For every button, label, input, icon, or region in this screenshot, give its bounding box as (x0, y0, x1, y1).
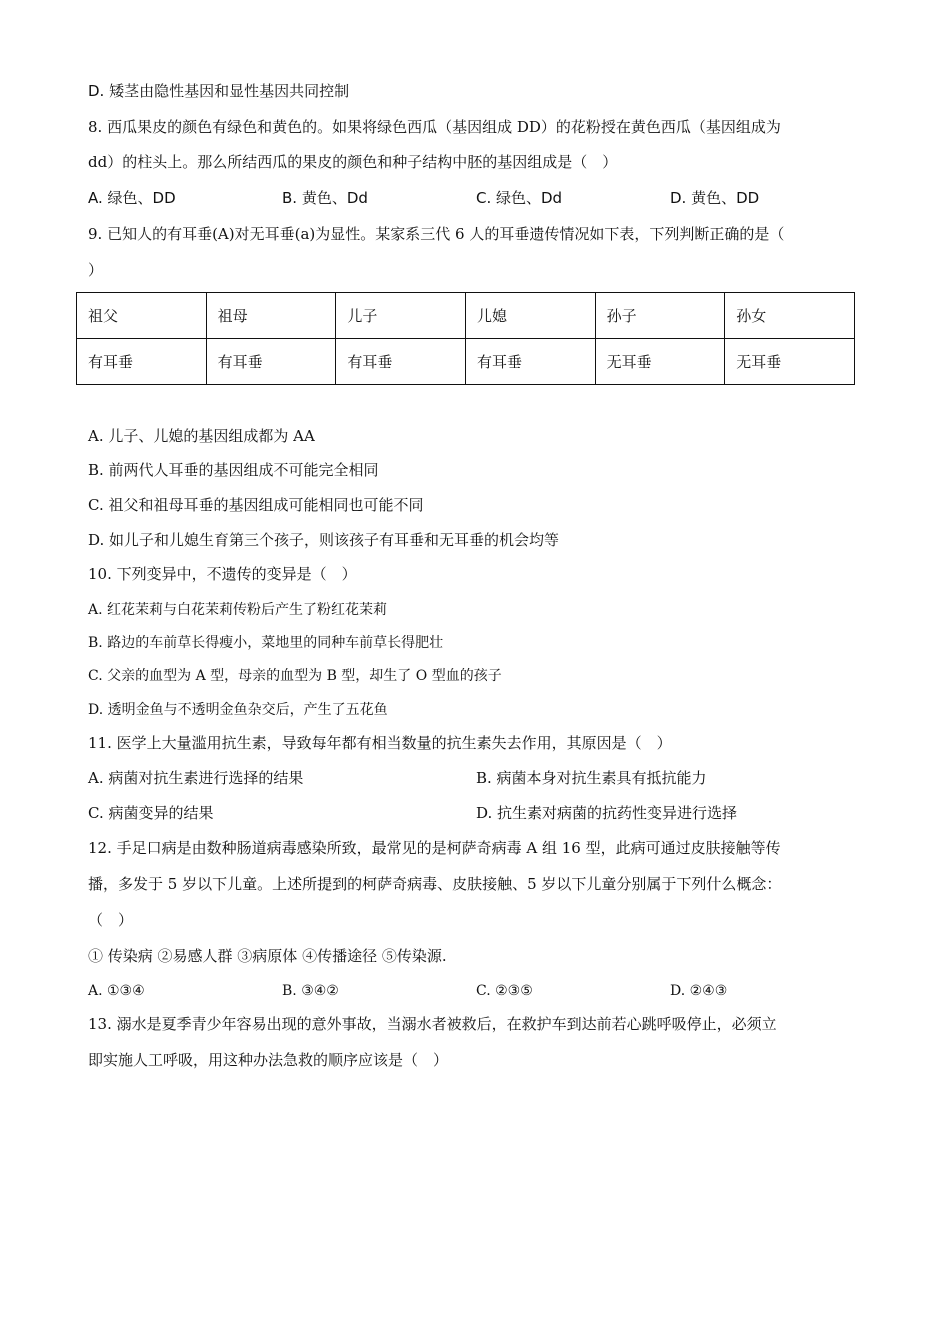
table-cell: 无耳垂 (725, 339, 855, 385)
q12-option-c: C. ②③⑤ (476, 983, 533, 999)
q12-stem-line1: 12. 手足口病是由数种肠道病毒感染所致，最常见的是柯萨奇病毒 A 组 16 型，此病可通过皮肤接触等传 (88, 839, 781, 857)
q7-option-d: D. 矮茎由隐性基因和显性基因共同控制 (88, 82, 350, 100)
table-header-cell: 孙女 (725, 293, 855, 339)
table-cell: 有耳垂 (465, 339, 595, 385)
q8-option-b: B. 黄色、Dd (282, 189, 368, 207)
q9-stem-line1: 9. 已知人的有耳垂(A)对无耳垂(a)为显性。某家系三代 6 人的耳垂遗传情况如下表，下列判断正确的是（ (88, 225, 785, 243)
q10-option-b: B. 路边的车前草长得瘦小，菜地里的同种车前草长得肥壮 (88, 635, 444, 651)
q10-stem: 10. 下列变异中，不遗传的变异是（ ） (88, 565, 357, 583)
table-cell: 有耳垂 (336, 339, 466, 385)
table-header-cell: 祖母 (206, 293, 336, 339)
q12-option-d: D. ②④③ (670, 983, 728, 999)
q12-stem-line3: （ ） (88, 911, 134, 929)
q8-option-d: D. 黄色、DD (670, 189, 760, 207)
q11-option-a: A. 病菌对抗生素进行选择的结果 (88, 769, 304, 787)
q13-stem-line1: 13. 溺水是夏季青少年容易出现的意外事故，当溺水者被救后，在救护车到达前若心跳呼吸停止，必须立 (88, 1015, 777, 1033)
q9-option-d: D. 如儿子和儿媳生育第三个孩子，则该孩子有耳垂和无耳垂的机会均等 (88, 531, 560, 549)
q12-stem-line2: 播，多发于 5 岁以下儿童。上述所提到的柯萨奇病毒、皮肤接触、5 岁以下儿童分别属于下列什么概念： (88, 875, 782, 893)
q12-choices: ① 传染病 ②易感人群 ③病原体 ④传播途径 ⑤传染源. (88, 947, 447, 965)
table-header-cell: 孙子 (595, 293, 725, 339)
q10-option-d: D. 透明金鱼与不透明金鱼杂交后，产生了五花鱼 (88, 702, 388, 718)
table-header-cell: 儿子 (336, 293, 466, 339)
earlobe-table (76, 292, 855, 385)
q9-option-b: B. 前两代人耳垂的基因组成不可能完全相同 (88, 461, 379, 479)
q12-option-a: A. ①③④ (88, 983, 145, 999)
table-cell: 无耳垂 (595, 339, 725, 385)
q11-stem: 11. 医学上大量滥用抗生素，导致每年都有相当数量的抗生素失去作用，其原因是（ ） (88, 734, 672, 752)
q10-option-c: C. 父亲的血型为 A 型，母亲的血型为 B 型，却生了 O 型血的孩子 (88, 668, 502, 684)
q9-option-a: A. 儿子、儿媳的基因组成都为 AA (88, 427, 315, 445)
table-header-cell: 儿媳 (465, 293, 595, 339)
q11-option-c: C. 病菌变异的结果 (88, 804, 214, 822)
table-cell: 有耳垂 (77, 339, 207, 385)
table-header-cell: 祖父 (77, 293, 207, 339)
q9-stem-line2: ） (88, 261, 104, 279)
q10-option-a: A. 红花茉莉与白花茉莉传粉后产生了粉红花茉莉 (88, 602, 388, 618)
q13-stem-line2: 即实施人工呼吸，用这种办法急救的顺序应该是（ ） (88, 1051, 449, 1069)
q11-option-d: D. 抗生素对病菌的抗药性变异进行选择 (476, 804, 738, 822)
q9-option-c: C. 祖父和祖母耳垂的基因组成可能相同也可能不同 (88, 496, 424, 514)
table-row (77, 339, 855, 385)
q11-option-b: B. 病菌本身对抗生素具有抵抗能力 (476, 769, 707, 787)
table-cell: 有耳垂 (206, 339, 336, 385)
q8-stem-line2: dd）的柱头上。那么所结西瓜的果皮的颜色和种子结构中胚的基因组成是（ ） (88, 153, 618, 171)
q8-option-c: C. 绿色、Dd (476, 189, 563, 207)
table-row (77, 293, 855, 339)
q8-option-a: A. 绿色、DD (88, 189, 176, 207)
q8-stem-line1: 8. 西瓜果皮的颜色有绿色和黄色的。如果将绿色西瓜（基因组成 DD）的花粉授在黄色西瓜（基因组成为 (88, 118, 781, 136)
q12-option-b: B. ③④② (282, 983, 339, 999)
